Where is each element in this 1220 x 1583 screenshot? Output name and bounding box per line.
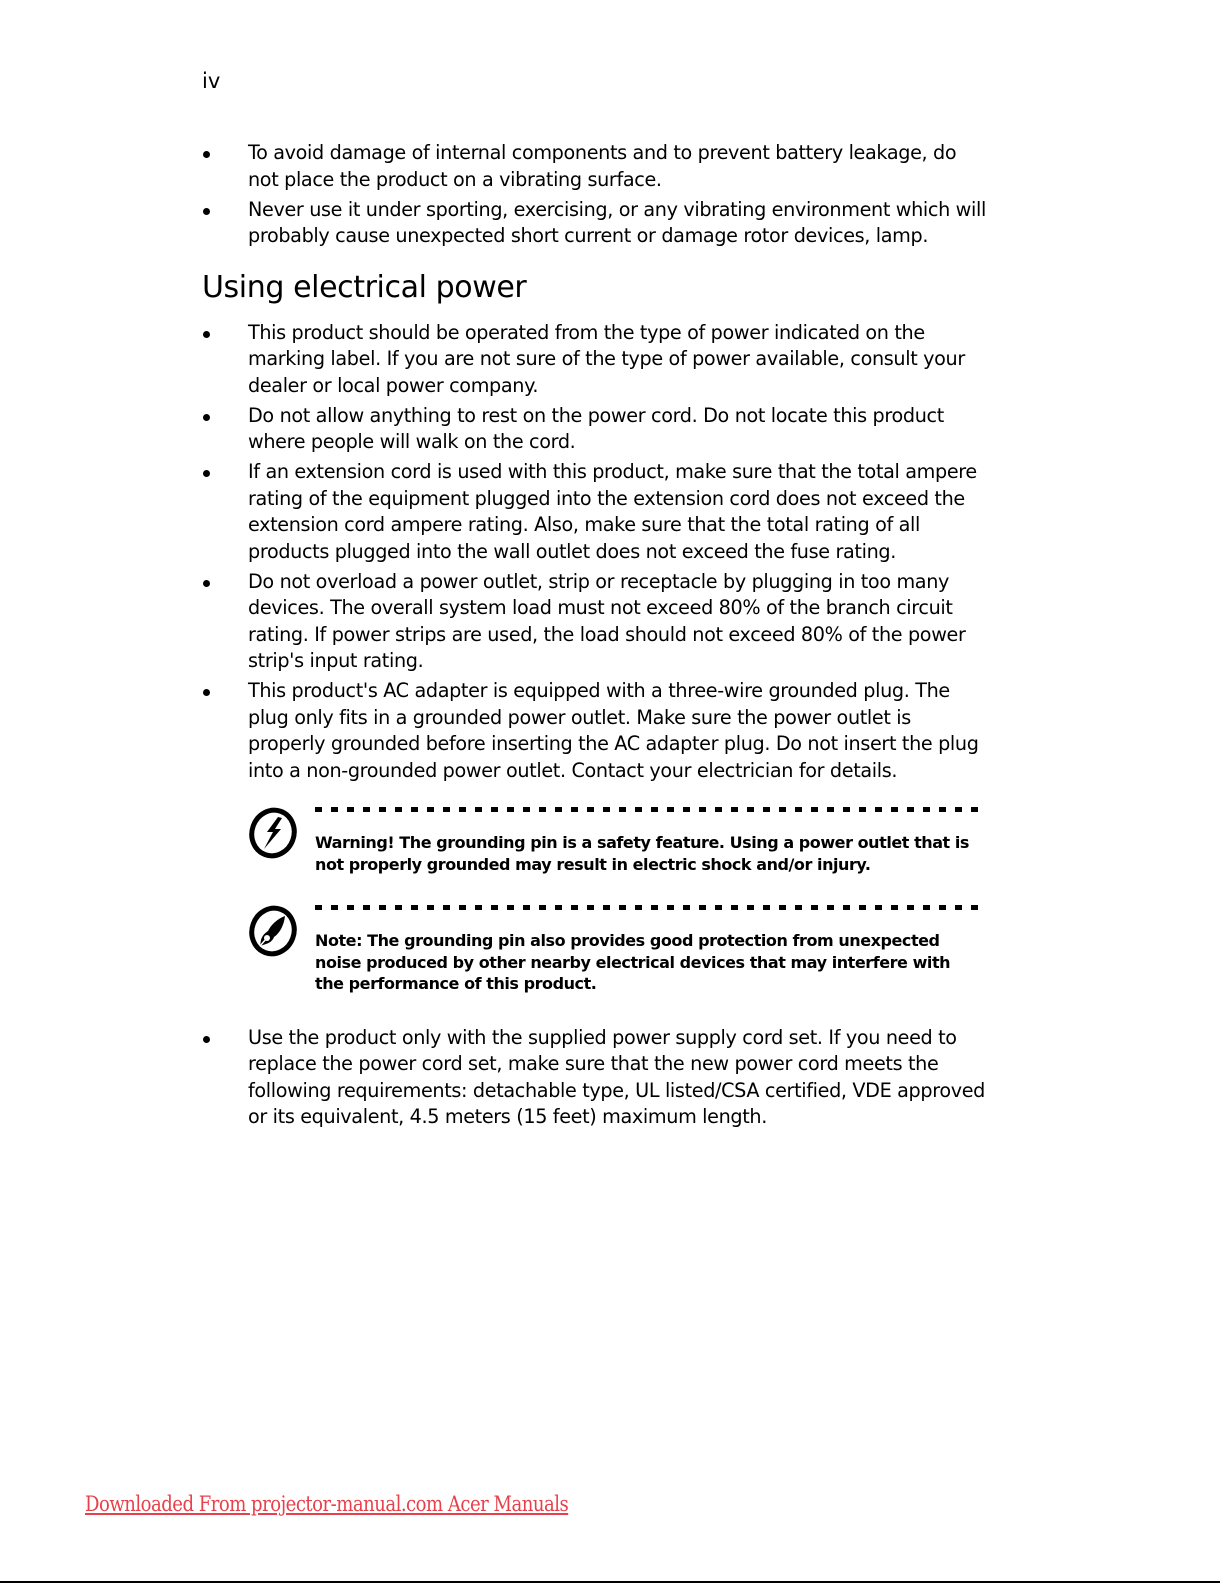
bullet-icon: [203, 151, 210, 158]
bullet-icon: [203, 208, 210, 215]
lightning-warning-icon: [247, 807, 299, 859]
list-item-text: This product's AC adapter is equipped with a three-wire grounded plug. The plug only fits in a grounded power outlet. Make sure the power outlet is properly grounded before inserting the AC adapter plug. Do not insert the plug into a non-grounded power outlet. Contact your electrician for details.: [248, 679, 979, 782]
bullet-icon: [203, 470, 210, 477]
list-item: [202, 1025, 992, 1131]
list-item-text: Do not allow anything to rest on the power cord. Do not locate this product where people will walk on the cord.: [248, 403, 944, 453]
warning-text: Warning! The grounding pin is a safety feature. Using a power outlet that is not properly grounded may result in electric shock and/or injury.: [315, 833, 969, 874]
list-item: [202, 140, 992, 193]
dotted-divider: [315, 807, 981, 812]
final-bullet-list: [202, 1025, 992, 1131]
list-item-text: This product should be operated from the type of power indicated on the marking label. If you are not sure of the type of power available, consult your dealer or local power company.: [248, 320, 965, 397]
pen-nib-note-icon: [247, 905, 299, 957]
list-item-text: To avoid damage of internal components and to prevent battery leakage, do not place the product on a vibrating surface.: [248, 141, 957, 191]
list-item: [202, 678, 992, 784]
note-callout: [247, 905, 992, 995]
page-number: iv: [202, 69, 221, 93]
list-item-text: Do not overload a power outlet, strip or receptacle by plugging in too many devices. The overall system load must not exceed 80% of the branch circuit rating. If power strips are used, the load should not exceed 80% of the power strip's input rating.: [248, 569, 966, 672]
list-item-text: If an extension cord is used with this product, make sure that the total ampere rating of the equipment plugged into the extension cord does not exceed the extension cord ampere rating. Also, make sure that the total rating of all products plugged into the wall outlet does not exceed the fuse rating.: [248, 460, 977, 563]
dotted-divider: [315, 905, 981, 910]
bullet-icon: [203, 580, 210, 587]
bullet-icon: [203, 689, 210, 696]
list-item: [202, 459, 992, 565]
page-content: [202, 140, 992, 1134]
section-heading: Using electrical power: [202, 269, 527, 305]
intro-bullet-list: [202, 140, 992, 250]
download-source-link[interactable]: Downloaded From projector-manual.com Acer Manuals: [85, 1492, 569, 1516]
list-item-text: Never use it under sporting, exercising, or any vibrating environment which will probably cause unexpected short current or damage rotor devices, lamp.: [248, 197, 986, 247]
bullet-icon: [203, 331, 210, 338]
list-item-text: Use the product only with the supplied power supply cord set. If you need to replace the power cord set, make sure that the new power cord meets the following requirements: detachable type, UL listed/CSA certified, VDE approved or its equivalent, 4.5 meters (15 feet) maximum length.: [248, 1025, 985, 1128]
bullet-icon: [203, 414, 210, 421]
list-item: [202, 197, 992, 250]
list-item: [202, 320, 992, 400]
warning-callout: [247, 807, 992, 875]
power-bullet-list: [202, 320, 992, 785]
bullet-icon: [203, 1036, 210, 1043]
list-item: [202, 403, 992, 456]
note-text: Note: The grounding pin also provides good protection from unexpected noise produced by other nearby electrical devices that may interfere with the performance of this product.: [315, 931, 951, 993]
list-item: [202, 569, 992, 675]
